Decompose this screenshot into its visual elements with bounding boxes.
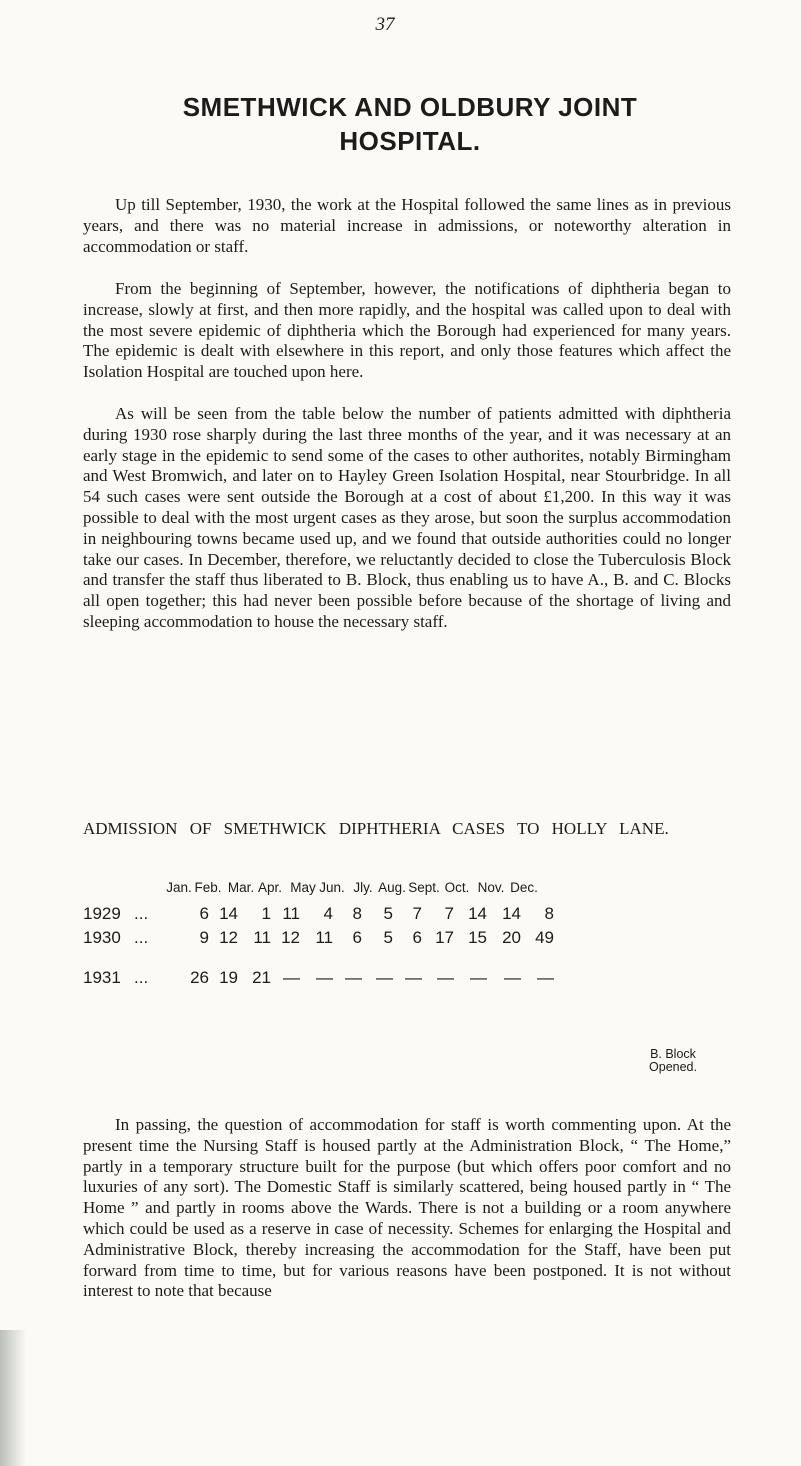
row-leader-dots: ... xyxy=(134,968,149,987)
month-header: Jun. xyxy=(319,880,345,895)
table-cell: — xyxy=(316,968,333,987)
month-header: Mar. xyxy=(227,880,255,895)
table-cell: 21 xyxy=(252,968,271,987)
table-cell: — xyxy=(537,968,554,987)
table-cell: 20 xyxy=(502,928,521,947)
table-cell: 14 xyxy=(468,904,487,923)
table-cell: 12 xyxy=(281,928,300,947)
table-cell: 8 xyxy=(352,904,362,923)
paragraph-4: In passing, the question of accommodation for staff is worth commenting upon. At the present time the Nursing Staff is housed partly at the Administration Block, “ The Home,” partly in a temporary structure built for the purpose (but which offers poor comfort and no luxuries of any sort). The Domestic Staff is similarly scattered, being housed partly in “ The Home ” and partly in rooms above the Wards. There is not a building or a room anywhere which could be used as a reserve in case of necessity. Schemes for enlarging the Hospital and Administrative Block, thereby increasing the accommodation for the Staff, have been put forward from time to time, but for various reasons have been postponed. It is not without interest to note that because xyxy=(83,1115,731,1301)
table-cell: 6 xyxy=(199,904,209,923)
paragraph-1: Up till September, 1930, the work at the Hospital followed the same lines as in previous years, and there was no material increase in admissions, or noteworthy alteration in accommodation or staff. xyxy=(83,195,731,256)
table-cell: 17 xyxy=(435,928,454,947)
table-cell: — xyxy=(437,968,454,987)
table-cell: 11 xyxy=(315,928,333,947)
month-header: Oct. xyxy=(444,880,470,895)
table-cell: 12 xyxy=(219,928,238,947)
table-cell: — xyxy=(470,968,487,987)
page-title xyxy=(60,90,760,158)
row-leader-dots: ... xyxy=(134,928,149,947)
table-heading: ADMISSION OF SMETHWICK DIPHTHERIA CASES TO HOLLY LANE. xyxy=(83,819,669,838)
table-cell: 7 xyxy=(444,904,454,923)
row-leader-dots: ... xyxy=(134,904,149,923)
note-line-1: B. Block xyxy=(650,1047,696,1061)
month-header: Dec. xyxy=(510,880,538,895)
table-note xyxy=(618,1048,728,1074)
table-cell: 19 xyxy=(219,968,238,987)
table-cell: 49 xyxy=(535,928,554,947)
month-header: Jly. xyxy=(353,880,373,895)
table-cell: 5 xyxy=(383,928,393,947)
page-number: 37 xyxy=(375,14,395,35)
paragraph-2: From the beginning of September, however, the notifications of diphtheria began to increase, slowly at first, and then more rapidly, and the hospital was called upon to deal with the most severe epidemic of diphtheria which the Borough had experienced for many years. The epidemic is dealt with elsewhere in this report, and only those features which affect the Isolation Hospital are touched upon here. xyxy=(83,279,731,382)
month-header: Apr. xyxy=(257,880,282,895)
table-cell: 9 xyxy=(199,928,209,947)
month-header: Jan. xyxy=(166,880,192,895)
table-cell: 8 xyxy=(544,904,554,923)
table-cell: 7 xyxy=(412,904,422,923)
page-edge-shadow xyxy=(0,1330,26,1466)
month-header: Sept. xyxy=(408,880,440,895)
table-cell: 11 xyxy=(282,904,300,923)
paragraph-3: As will be seen from the table below the number of patients admitted with diphtheria during 1930 rose sharply during the last three months of the year, and it was necessary at an early stage in the epidemic to send some of the cases to other authorites, notably Birmingham and West Bromwich, and later on to Hayley Green Isolation Hospital, near Stourbridge. In all 54 such cases were sent outside the Borough at a cost of about £1,200. In this way it was possible to deal with the most urgent cases as they arose, but soon the surplus accommodation in neighbouring towns became used up, and we found that outside authorities could no longer take our cases. In December, therefore, we reluctantly decided to close the Tuberculosis Block and transfer the staff thus liberated to B. Block, thus enabling us to have A., B. and C. Blocks all open together; this had never been possible before because of the shortage of living and sleeping accommodation to house the necessary staff. xyxy=(83,404,731,631)
table-cell: 1 xyxy=(261,904,271,923)
title-line-2: HOSPITAL. xyxy=(339,126,481,156)
table-cell: — xyxy=(504,968,521,987)
table-cell: 14 xyxy=(219,904,238,923)
table-cell: 4 xyxy=(323,904,333,923)
table-cell: — xyxy=(405,968,422,987)
month-header: Feb. xyxy=(194,880,222,895)
note-line-2: Opened. xyxy=(649,1060,697,1074)
row-year: 1930 xyxy=(83,928,121,947)
table-cell: 5 xyxy=(383,904,393,923)
table-cell: 14 xyxy=(502,904,521,923)
table-cell: — xyxy=(376,968,393,987)
table-cell: 6 xyxy=(352,928,362,947)
table-cell: 26 xyxy=(190,968,209,987)
table-cell: 15 xyxy=(468,928,487,947)
row-year: 1929 xyxy=(83,904,121,923)
table-cell: 6 xyxy=(412,928,422,947)
month-header: Nov. xyxy=(477,880,505,895)
table-cell: — xyxy=(283,968,300,987)
month-header: Aug. xyxy=(378,880,406,895)
table-cell: 11 xyxy=(253,928,271,947)
table-cell: — xyxy=(345,968,362,987)
title-line-1: SMETHWICK AND OLDBURY JOINT xyxy=(182,92,638,122)
month-header: May xyxy=(290,880,316,895)
row-year: 1931 xyxy=(83,968,121,987)
